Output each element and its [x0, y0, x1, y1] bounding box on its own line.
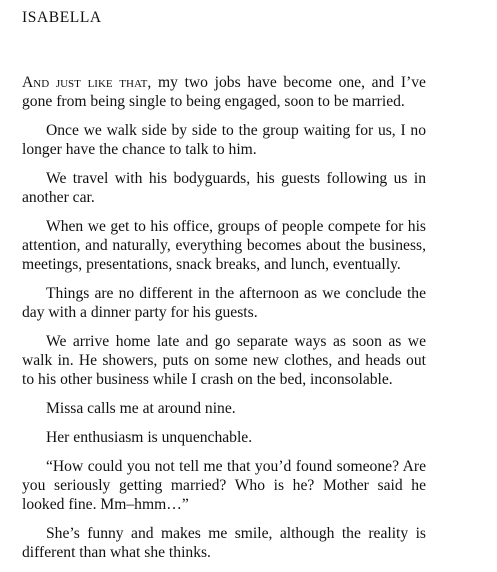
paragraph-opening [22, 73, 426, 111]
paragraph: She’s funny and makes me smile, although the reality is different than what she thinks. [22, 525, 426, 561]
chapter-heading: ISABELLA [22, 9, 102, 26]
opening-smallcaps-lead: And just like that, [22, 74, 152, 91]
opening-paragraph-text: my two jobs have become one, and I’ve gone from being single to being engaged, soon to be married. [22, 74, 426, 110]
paragraph: When we get to his office, groups of people compete for his attention, and naturally, everything becomes about the business, meetings, presentations, snack breaks, and lunch, eventually. [22, 218, 426, 273]
paragraph: We arrive home late and go separate ways as soon as we walk in. He showers, puts on some new clothes, and heads out to his other business while I crash on the bed, inconsolable. [22, 333, 426, 388]
book-page [22, 0, 426, 572]
paragraph: Her enthusiasm is unquenchable. [46, 429, 253, 446]
paragraph-dialogue: “How could you not tell me that you’d found someone? Are you seriously getting married? Who is he? Mother said he looked fine. Mm–hmm…” [22, 458, 426, 513]
paragraph: We travel with his bodyguards, his guests following us in another car. [22, 170, 426, 206]
chapter-body [22, 73, 426, 562]
paragraph: Once we walk side by side to the group waiting for us, I no longer have the chance to talk to him. [22, 122, 426, 158]
paragraph: Missa calls me at around nine. [46, 400, 236, 417]
paragraph: Things are no different in the afternoon as we conclude the day with a dinner party for his guests. [22, 285, 426, 321]
